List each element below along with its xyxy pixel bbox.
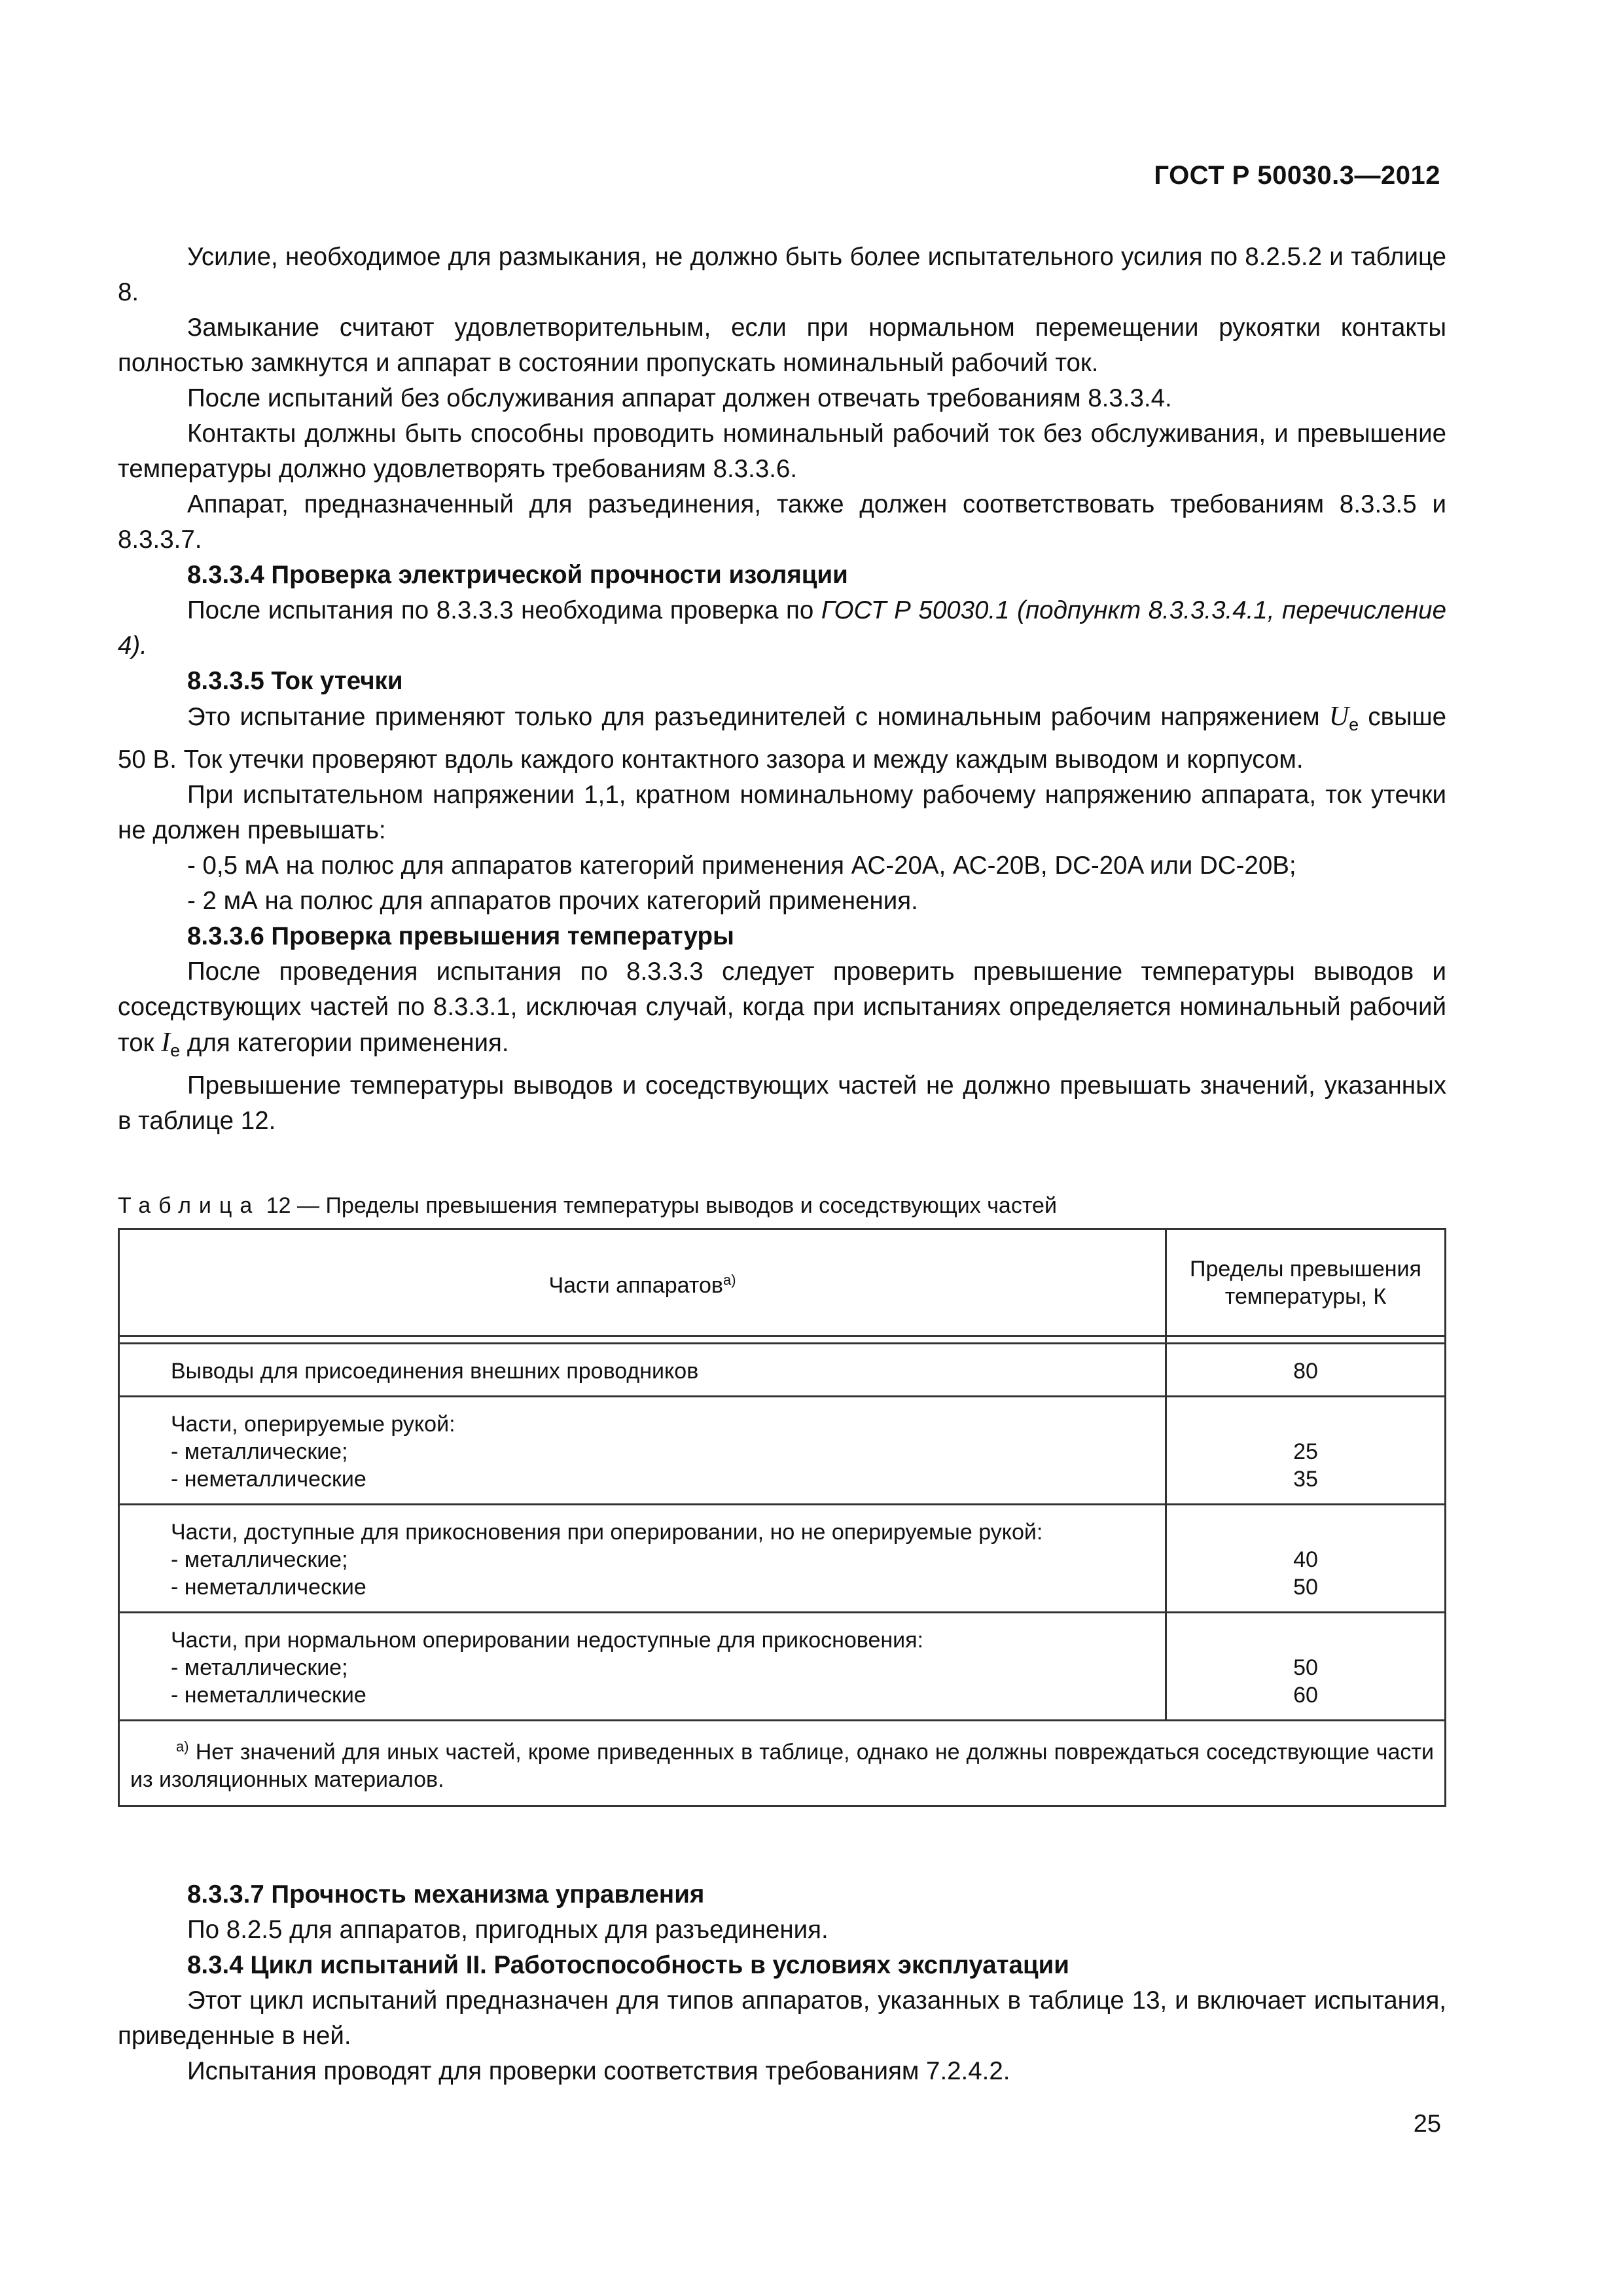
table-footnote xyxy=(119,1721,1446,1806)
table-footnote-row xyxy=(119,1721,1446,1806)
footnote-marker: а) xyxy=(722,1271,736,1288)
row-value xyxy=(1166,1397,1446,1505)
table-caption-text: 12 — Пределы превышения температуры выводов и соседствующих частей xyxy=(260,1193,1057,1218)
footnote-text: Нет значений для иных частей, кроме приведенных в таблице, однако не должны повреждаться соседствующие части из изоляционных материалов. xyxy=(130,1740,1434,1792)
value-nonmetallic: 50 xyxy=(1293,1575,1318,1600)
paragraph: Превышение температуры выводов и соседствующих частей не должно превышать значений, указанных в таблице 12. xyxy=(118,1071,1446,1135)
page-number: 25 xyxy=(1413,2110,1441,2138)
paragraph: Этот цикл испытаний предназначен для типов аппаратов, указанных в таблице 13, и включает испытания, приведенные в ней. xyxy=(118,1986,1446,2050)
paragraph: Усилие, необходимое для размыкания, не должно быть более испытательного усилия по 8.2.5.2 и таблице 8. xyxy=(118,243,1446,306)
row-subitem: - неметаллические xyxy=(171,1467,366,1492)
value-metallic: 25 xyxy=(1293,1439,1318,1464)
paragraph-text: Это испытание применяют только для разъединителей с номинальным рабочим напряжением xyxy=(187,703,1329,731)
paragraph: По 8.2.5 для аппаратов, пригодных для разъединения. xyxy=(187,1916,829,1944)
table-row xyxy=(119,1613,1446,1721)
paragraph xyxy=(118,699,1446,778)
list-item: - 0,5 мА на полюс для аппаратов категорий применения АС-20А, АС-20В, DC-20A или DC-20B; xyxy=(187,852,1296,880)
symbol-subscript: e xyxy=(170,1041,181,1060)
header-separator xyxy=(119,1336,1446,1344)
row-subitem: - металлические; xyxy=(171,1439,348,1464)
column-header-parts xyxy=(119,1229,1166,1336)
row-title: Части, при нормальном оперировании недоступные для прикосновения: xyxy=(171,1628,924,1653)
column-header-text: Пределы превышения температуры, К xyxy=(1190,1256,1421,1309)
row-subitem: - неметаллические xyxy=(171,1575,366,1600)
section-heading: 8.3.3.7 Прочность механизма управления xyxy=(187,1880,705,1909)
table-header-row xyxy=(119,1229,1446,1336)
column-header-text: Части аппаратов xyxy=(548,1272,723,1298)
row-subitem: - неметаллические xyxy=(171,1683,366,1708)
paragraph-text: для категории применения. xyxy=(180,1029,509,1057)
table-row xyxy=(119,1344,1446,1397)
row-value xyxy=(1166,1505,1446,1613)
row-value xyxy=(1166,1613,1446,1721)
current-symbol: I xyxy=(161,1028,171,1058)
standard-reference: ГОСТ Р 50030.1 (подпункт 8.3.3.3.4.1, перечисление 4). xyxy=(118,596,1446,660)
temperature-limits-table xyxy=(118,1228,1446,1807)
row-title: Части, оперируемые рукой: xyxy=(171,1412,455,1437)
paragraph: После испытаний без обслуживания аппарат должен отвечать требованиям 8.3.3.4. xyxy=(187,384,1172,412)
body-text-top xyxy=(118,240,1446,1139)
section-heading: 8.3.3.5 Ток утечки xyxy=(187,667,403,695)
row-value: 80 xyxy=(1166,1344,1446,1397)
row-title: Части, доступные для прикосновения при оперировании, но не оперируемые рукой: xyxy=(171,1520,1043,1545)
row-subitem: - металлические; xyxy=(171,1547,348,1572)
table-row xyxy=(119,1397,1446,1505)
paragraph-text: свыше 50 В. Ток утечки проверяют вдоль каждого контактного зазора и между каждым выводом и корпусом. xyxy=(118,703,1446,774)
paragraph xyxy=(118,954,1446,1068)
paragraph: При испытательном напряжении 1,1, кратном номинальному рабочему напряжению аппарата, ток утечки не должен превышать: xyxy=(118,781,1446,844)
document-header: ГОСТ Р 50030.3—2012 xyxy=(1154,161,1440,190)
paragraph: Замыкание считают удовлетворительным, если при нормальном перемещении рукоятки контакты полностью замкнутся и аппарат в состоянии пропускать номинальный рабочий ток. xyxy=(118,314,1446,377)
value-metallic: 40 xyxy=(1293,1547,1318,1572)
body-text-bottom xyxy=(118,1877,1446,2089)
paragraph: Испытания проводят для проверки соответствия требованиям 7.2.4.2. xyxy=(187,2057,1010,2085)
paragraph: Аппарат, предназначенный для разъединения, также должен соответствовать требованиям 8.3.3.5 и 8.3.3.7. xyxy=(118,490,1446,554)
section-heading: 8.3.3.6 Проверка превышения температуры xyxy=(187,922,734,950)
column-header-limits xyxy=(1166,1229,1446,1336)
value-metallic: 50 xyxy=(1293,1655,1318,1680)
value-nonmetallic: 35 xyxy=(1293,1467,1318,1492)
list-item: - 2 мА на полюс для аппаратов прочих категорий применения. xyxy=(187,887,918,915)
paragraph-text: После испытания по 8.3.3.3 необходима проверка по xyxy=(187,596,821,624)
table-row xyxy=(119,1505,1446,1613)
row-label: Выводы для присоединения внешних проводников xyxy=(119,1344,1166,1397)
section-heading: 8.3.4 Цикл испытаний II. Работоспособность в условиях эксплуатации xyxy=(187,1951,1069,1979)
table-caption-label: Таблица xyxy=(118,1193,260,1218)
value-nonmetallic: 60 xyxy=(1293,1683,1318,1708)
paragraph-text: После проведения испытания по 8.3.3.3 следует проверить превышение температуры выводов и соседствующих частей по 8.3.3.1, исключая случай, когда при испытаниях определяется номинальный рабочий ток xyxy=(118,958,1446,1057)
row-label xyxy=(119,1397,1166,1505)
table-caption xyxy=(118,1193,1057,1219)
section-heading: 8.3.3.4 Проверка электрической прочности изоляции xyxy=(187,561,848,589)
paragraph xyxy=(118,593,1446,664)
row-label xyxy=(119,1505,1166,1613)
paragraph: Контакты должны быть способны проводить номинальный рабочий ток без обслуживания, и превышение температуры должно удовлетворять требованиям 8.3.3.6. xyxy=(118,420,1446,483)
row-label xyxy=(119,1613,1166,1721)
voltage-symbol: U xyxy=(1329,702,1349,732)
footnote-marker: а) xyxy=(176,1738,189,1755)
symbol-subscript: e xyxy=(1349,715,1359,734)
row-subitem: - металлические; xyxy=(171,1655,348,1680)
